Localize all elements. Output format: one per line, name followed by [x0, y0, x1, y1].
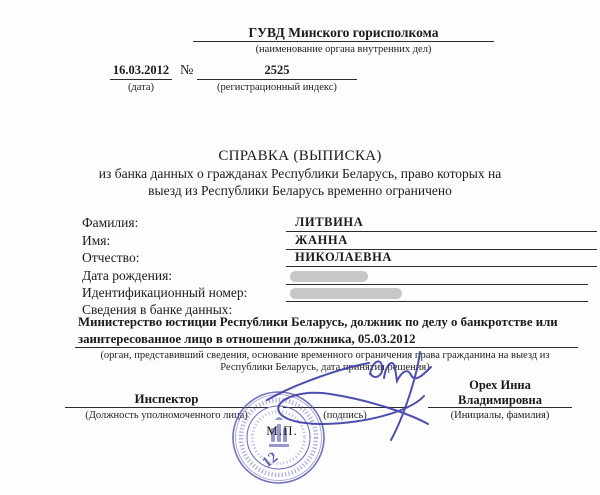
number-sign: №	[180, 63, 194, 78]
stamp-number: 12	[259, 449, 282, 472]
position-value: Инспектор	[65, 391, 268, 408]
patronymic-text: НИКОЛАЕВНА	[295, 250, 393, 264]
document-subtitle-line2: выезд из Республики Беларусь временно ограничено	[148, 183, 452, 198]
org-name: ГУВД Минского горисполкома	[193, 25, 494, 42]
signer-name-line2: Владимировна	[458, 392, 542, 407]
field-value-id-number	[286, 285, 588, 302]
document-subtitle-line1: из банка данных о гражданах Республики Беларусь, право которых на	[98, 166, 502, 181]
info-caption-line2: Республики Беларусь, дата принятия решения)	[220, 362, 430, 373]
field-value-firstname	[286, 233, 597, 250]
reg-index-value: 2525	[197, 63, 357, 80]
info-line2: заинтересованное лицо в отношении должника, 05.03.2012	[78, 332, 416, 346]
field-value-surname	[286, 215, 597, 232]
signature-caption: (подпись)	[323, 410, 367, 421]
signer-name-line1: Орех Инна	[469, 378, 531, 392]
org-name-caption: (наименование органа внутренних дел)	[255, 44, 432, 55]
signer-name-caption: (Инициалы, фамилия)	[450, 410, 550, 421]
position-caption: (Должность уполномоченного лица)	[85, 410, 248, 421]
field-label-databank-info: Сведения в банке данных:	[82, 302, 233, 317]
field-label-surname: Фамилия:	[82, 215, 139, 230]
field-value-birthdate	[286, 268, 588, 285]
info-line1: Министерство юстиции Республики Беларусь, должник по делу о банкротстве или	[78, 315, 558, 329]
redaction-bar	[290, 271, 368, 282]
field-label-birthdate: Дата рождения:	[82, 268, 173, 283]
field-label-id-number: Идентификационный номер:	[82, 285, 248, 300]
date-value: 16.03.2012	[110, 63, 172, 80]
signature-scribble	[252, 348, 452, 443]
info-caption-line1: (орган, представивший сведения, основание временного ограничения права гражданина на выезд из	[100, 350, 550, 361]
info-line2-underlined	[75, 330, 578, 348]
field-label-firstname: Имя:	[82, 233, 111, 248]
field-value-patronymic	[286, 250, 597, 267]
redaction-bar	[290, 288, 402, 299]
firstname-text: ЖАННА	[295, 233, 348, 247]
reg-index-caption: (регистрационный индекс)	[217, 82, 337, 93]
date-caption: (дата)	[127, 82, 155, 93]
mp-label: М.П.	[266, 423, 298, 438]
document-title: СПРАВКА (ВЫПИСКА)	[218, 148, 382, 164]
field-label-patronymic: Отчество:	[82, 250, 140, 265]
surname-text: ЛИТВИНА	[295, 215, 364, 229]
